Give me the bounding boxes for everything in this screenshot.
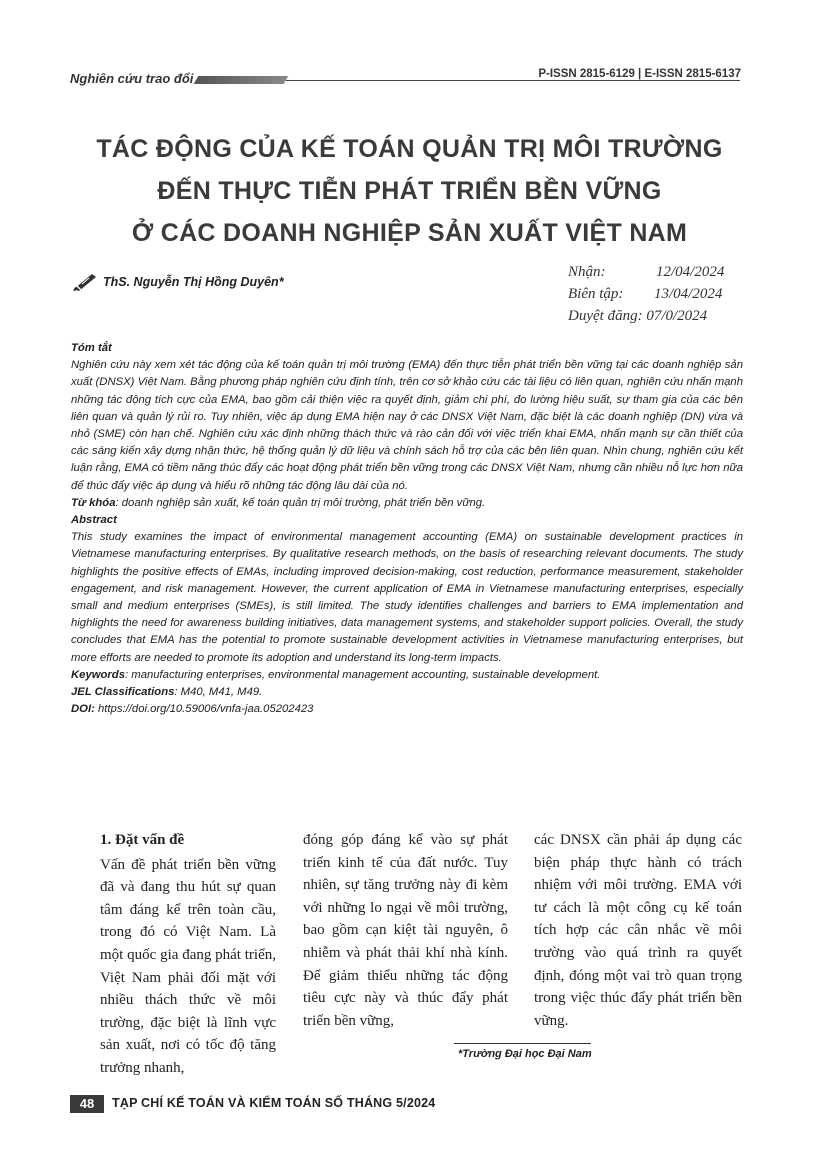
abstract-en-heading: Abstract [71,514,117,527]
received-label: Nhận: [568,264,606,280]
issn-label: P-ISSN 2815-6129 | E-ISSN 2815-6137 [538,68,741,80]
section-heading: 1. Đặt vấn đề [100,832,185,848]
received-date: 12/04/2024 [656,264,725,280]
doi-label: DOI: [71,703,95,716]
header-bar [194,76,289,84]
header-rule [286,80,740,81]
body-column-2 [303,829,508,1032]
received-row [568,261,724,283]
edited-row [568,283,724,305]
abstract-en-text: This study examines the impact of environmental management accounting (EMA) on sustainable development practices in Vietnamese manufacturing enterprises. By qualitative research methods, on the basis of researching relevant documents. The study highlights the positive effects of EMAs, including improved decision-making, cost reduction, performance measurement, stakeholder engagement, and risk management. However, the current application of EMA in Vietnamese manufacturing enterprises, especially small and medium enterprises (SMEs), is still limited. The study identifies challenges and barriers to EMA implementation and highlights the need for awareness building initiatives, data management systems, and stakeholder support policies. Overall, the study concludes that EMA has the potential to promote sustainable development activities in Vietnamese manufacturing enterprises, but more efforts are needed to promote its adoption and understand its long-term impacts. [71,531,743,664]
keywords-vi-text: : doanh nghiệp sản xuất, kế toán quản trị môi trường, phát triển bền vững. [115,496,486,509]
summary-vi-text: Nghiên cứu này xem xét tác động của kế toán quản trị môi trường (EMA) đến thực tiễn phát triển bền vững tại các doanh nghiệp sản xuất (DNSX) Việt Nam. Bằng phương pháp nghiên cứu định tính, trên cơ sở khảo cứu các tài liệu có liên quan, nghiên cứu nhấn mạnh những tác động tích cực của EMA, bao gồm cải thiện việc ra quyết định, giảm chi phí, đo lường hiệu suất, sự tham gia của các bên liên quan và quản lý rủi ro. Tuy nhiên, việc áp dụng EMA hiện nay ở các DNSX Việt Nam, đặc biệt là các doanh nghiệp (DN) vừa và nhỏ (SME) còn hạn chế. Nghiên cứu xác định những thách thức và rào cản đối với việc triển khai EMA, nhấn mạnh sự cần thiết của các sáng kiến xây dựng nhận thức, hệ thống quản lý dữ liệu và chính sách hỗ trợ của các bên liên quan. Nhìn chung, nghiên cứu kết luận rằng, EMA có tiềm năng thúc đẩy các hoạt động phát triển bền vững trong các DNSX Việt Nam, nhưng cần nhiều nỗ lực hơn nữa để thúc đẩy việc áp dụng và hiểu rõ những tác động lâu dài của nó. [71,359,743,492]
keywords-en [71,667,743,684]
body-paragraph-3: các DNSX cần phải áp dụng các biện pháp thực hành có trách nhiệm với môi trường. EMA với tư cách là một công cụ kế toán tích hợp các cân nhắc về môi trường vào quá trình ra quyết định, đóng một vai trò quan trọng trong việc thúc đẩy phát triển bền vững. [534,832,742,1029]
jel-text: : M40, M41, M49. [174,686,263,699]
section-label: Nghiên cứu trao đổi [70,71,194,86]
keywords-vi [71,495,743,512]
title-line-1: TÁC ĐỘNG CỦA KẾ TOÁN QUẢN TRỊ MÔI TRƯỜNG [96,135,723,163]
body-column-1 [100,829,276,1080]
edited-label: Biên tập: [568,286,624,302]
article-dates [568,261,724,327]
jel-label: JEL Classifications [71,686,175,699]
doi-link[interactable]: https://doi.org/10.59006/vnfa-jaa.05202423 [94,703,314,716]
title-line-3: Ở CÁC DOANH NGHIỆP SẢN XUẤT VIỆT NAM [131,219,688,247]
edited-date: 13/04/2024 [654,286,723,302]
doi-line [71,701,743,718]
author-name: ThS. Nguyễn Thị Hồng Duyên* [103,275,284,289]
footnote: *Trường Đại học Đại Nam [458,1048,592,1060]
title-line-2: ĐẾN THỰC TIỄN PHÁT TRIỂN BỀN VỮNG [157,177,662,205]
approved-label: Duyệt đăng: [568,308,643,324]
keywords-en-label: Keywords [71,668,125,681]
keywords-en-text: : manufacturing enterprises, environmental management accounting, sustainable development. [125,668,601,681]
footnote-rule [454,1043,591,1044]
body-column-3 [534,829,742,1032]
body-paragraph-1: Vấn đề phát triển bền vững đã và đang thu hút sự quan tâm đáng kể trên toàn cầu, trong đó có Việt Nam. Là một quốc gia đang phát triển, Việt Nam phải đối mặt với nhiều thách thức về môi trường, đặc biệt là lĩnh vực sản xuất, nơi có tốc độ tăng trưởng nhanh, [100,856,276,1076]
jel-classifications [71,684,743,701]
approved-row [568,305,724,327]
approved-date: 07/0/2024 [646,308,708,324]
journal-name: TẠP CHÍ KẾ TOÁN VÀ KIỂM TOÁN SỐ THÁNG 5/2024 [112,1096,436,1110]
keywords-vi-label: Từ khóa [71,496,116,509]
abstract-block [71,340,743,718]
page-number: 48 [70,1095,104,1113]
pen-writing-icon [72,270,98,292]
body-paragraph-2: đóng góp đáng kể vào sự phát triển kinh tế của đất nước. Tuy nhiên, sự tăng trưởng này đi kèm với những lo ngại về môi trường, bao gồm cạn kiệt tài nguyên, ô nhiễm và phát thải khí nhà kính. Để giảm thiểu những tác động tiêu cực này và thúc đẩy phát triển bền vững, [303,832,508,1029]
article-title [60,128,759,254]
summary-vi-heading: Tóm tắt [71,342,112,354]
